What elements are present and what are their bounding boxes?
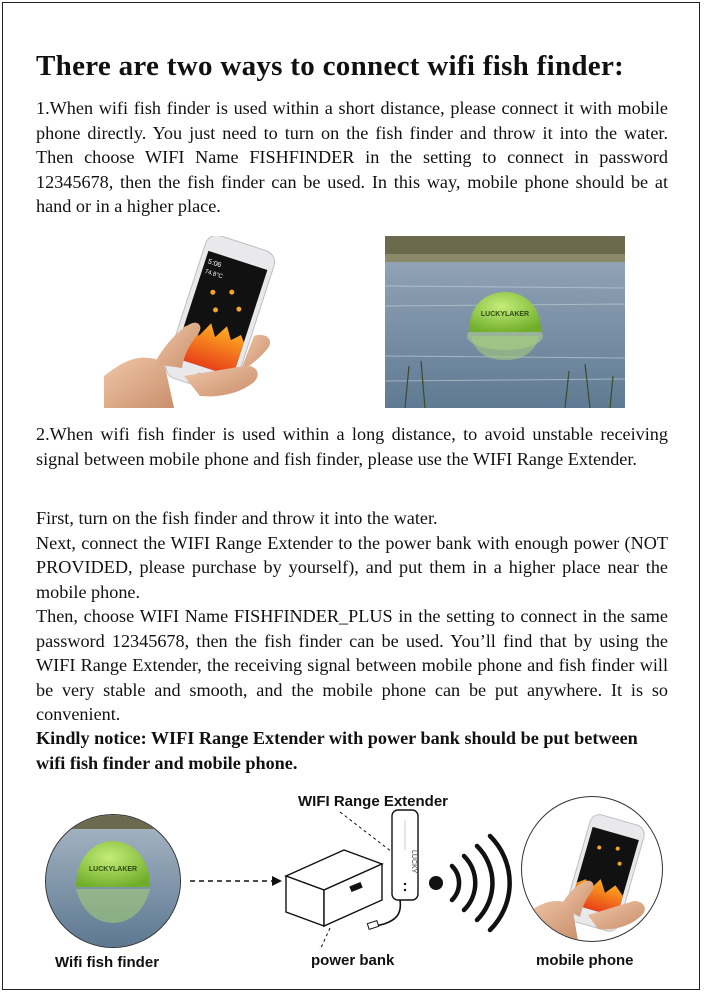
finder-brand-text: LUCKYLAKER [480,311,530,318]
step-first: First, turn on the fish finder and throw it into the water. [36,508,438,528]
power-bank-shape [286,850,382,926]
steps-block [36,506,668,727]
step-next: Next, connect the WIFI Range Extender to the power bank with enough power (NOT PROVIDED, please purchase by yourself), and put them in a higher place near the mobile phone. [36,532,668,602]
finder-brand-text-small: LUCKYLAKER [88,866,138,873]
mobile-phone-circle-image [521,796,663,942]
label-wifi-fish-finder: Wifi fish finder [55,954,160,971]
phone-in-hand-photo [104,236,294,408]
fish-finder-on-lake-photo [385,236,625,408]
extender-brand-text: LUCKY [410,850,417,874]
wifi-extender-shape [392,810,418,900]
label-mobile-phone: mobile phone [536,952,634,969]
kindly-notice: Kindly notice: WIFI Range Extender with power bank should be put between wifi fish finder and mobile phone. [36,728,638,773]
page-title: There are two ways to connect wifi fish finder: [36,50,625,82]
wifi-signal-icon [429,836,510,930]
label-wifi-range-extender: WIFI Range Extender [298,793,449,810]
paragraph-short-distance: 1.When wifi fish finder is used within a short distance, please connect it with mobile phone directly. You just need to turn on the fish finder and throw it into the water. Then choose WIFI Name FISHFINDER in the setting to connect in password 12345678, then the fish finder can be used. In this way, mobile phone should be at hand or in a higher place. [36,98,668,216]
screen-temp: 74.8°C [203,268,224,281]
screen-time: 5:06 [206,258,223,270]
paragraph-long-distance: 2.When wifi fish finder is used within a long distance, to avoid unstable receiving signal between mobile phone and fish finder, please use the WIFI Range Extender. [36,424,668,469]
label-power-bank: power bank [311,952,395,969]
step-then: Then, choose WIFI Name FISHFINDER_PLUS in the setting to connect in the same password 12345678, then the fish finder can be used. You’ll find that by using the WIFI Range Extender, the receiving signal between mobile phone and fish finder will be very stable and smooth, and the mobile phone can be put anywhere. It is so convenient. [36,606,668,724]
